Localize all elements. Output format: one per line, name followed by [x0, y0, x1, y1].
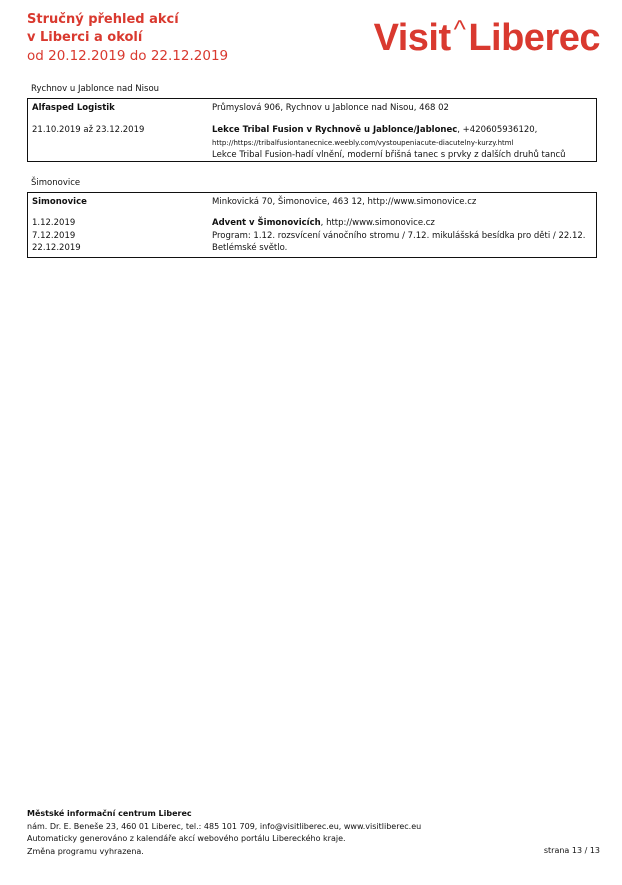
- event-date: 1.12.2019: [32, 218, 76, 228]
- visit-liberec-logo: [374, 6, 600, 61]
- event-contact: , http://www.simonovice.cz: [320, 218, 435, 228]
- event-dates: [32, 217, 81, 255]
- event-date: 22.12.2019: [32, 243, 81, 253]
- event-description-line-2: Betlémské světlo.: [212, 243, 288, 253]
- event-card: [27, 192, 597, 258]
- footer-generated-note: Automaticky generováno z kalendáře akcí webového portálu Libereckého kraje.: [27, 834, 346, 843]
- logo-text-liberec: Liberec: [468, 17, 600, 59]
- section-location-rychnov: Rychnov u Jablonce nad Nisou: [31, 84, 160, 94]
- document-title: [27, 11, 228, 65]
- event-description: Lekce Tribal Fusion-hadí vlnění, moderní břišná tanec s prvky z dalších druhů tanců: [212, 150, 566, 160]
- title-line-2: v Liberci a okolí: [27, 30, 143, 45]
- organizer-address: Průmyslová 906, Rychnov u Jablonce nad Nisou, 468 02: [212, 103, 449, 113]
- event-details: [212, 124, 566, 162]
- footer-contact: nám. Dr. E. Beneše 23, 460 01 Liberec, tel.: 485 101 709, info@visitliberec.eu, www.visitliberec.eu: [27, 821, 422, 831]
- event-date: 7.12.2019: [32, 230, 76, 241]
- event-details: [212, 217, 586, 255]
- footer-heading: Městské informační centrum Liberec: [27, 809, 192, 818]
- organizer-name: Simonovice: [32, 197, 87, 207]
- event-title: Lekce Tribal Fusion v Rychnově u Jablonce/Jablonec: [212, 125, 458, 135]
- footer-disclaimer: Změna programu vyhrazena.: [27, 846, 144, 856]
- organizer-address: Minkovická 70, Šimonovice, 463 12, http://www.simonovice.cz: [212, 197, 477, 207]
- event-url[interactable]: http://https://tribalfusiontanecnice.weebly.com/vystoupeniacute-diacutelny-kurzy.html: [212, 138, 514, 147]
- organizer-name: Alfasped Logistik: [32, 103, 115, 113]
- event-dates: [32, 124, 144, 137]
- date-range: od 20.12.2019 do 22.12.2019: [27, 48, 229, 64]
- event-card: [27, 98, 597, 162]
- section-location-simonovice: Šimonovice: [31, 178, 81, 188]
- footer: [27, 808, 421, 858]
- event-title: Advent v Šimonovicích: [212, 218, 321, 228]
- page-number: strana 13 / 13: [543, 846, 600, 855]
- event-description-line-1: Program: 1.12. rozsvícení vánočního stromu / 7.12. mikulášská besídka pro děti / 22.12.: [212, 230, 586, 241]
- event-date: 21.10.2019 až 23.12.2019: [32, 125, 145, 135]
- title-line-1: Stručný přehled akcí: [27, 12, 179, 27]
- logo-caret: ^: [453, 14, 466, 44]
- logo-text-visit: Visit: [373, 17, 451, 59]
- event-contact: , +420605936120,: [457, 125, 538, 135]
